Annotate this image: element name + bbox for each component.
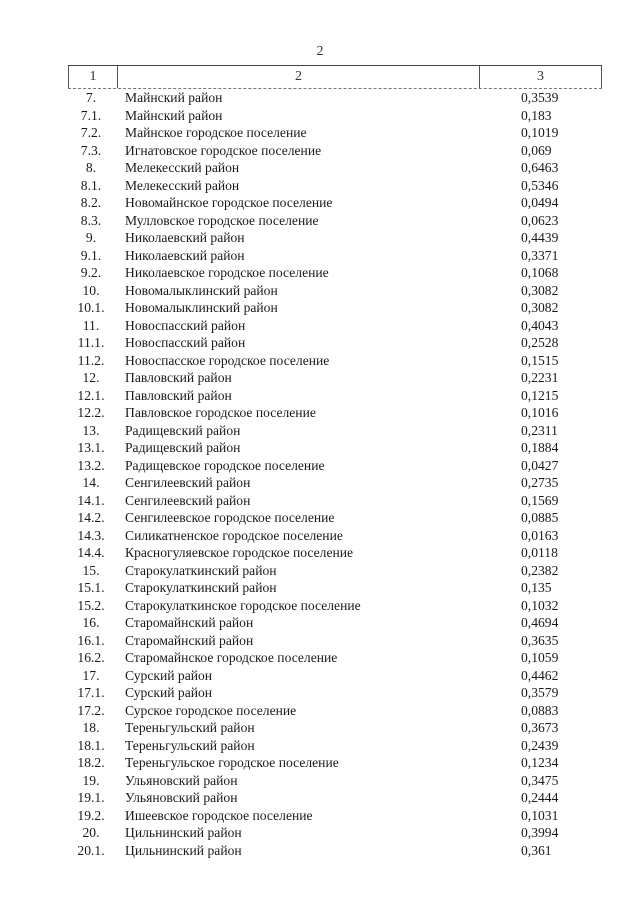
table-row	[0, 194, 640, 212]
row-value: 0,3673	[521, 720, 559, 735]
row-name: Сенгилеевский район	[125, 475, 251, 490]
row-number: 9.	[85, 230, 97, 245]
row-number: 13.	[82, 422, 100, 438]
table-row	[0, 142, 640, 160]
row-name: Николаевский район	[125, 230, 245, 245]
header-col-3: 3	[480, 66, 602, 88]
table-row	[0, 842, 640, 860]
row-number: 18.1.	[77, 737, 105, 753]
row-number: 14.3.	[77, 527, 105, 543]
row-name: Мелекесский район	[125, 177, 240, 193]
row-name: Николаевское городское поселение	[125, 265, 329, 280]
row-number: 14.	[82, 475, 100, 490]
table-row	[0, 247, 640, 265]
table-row	[0, 492, 640, 510]
row-value: 0,3994	[521, 825, 559, 840]
table-row	[0, 597, 640, 615]
row-value: 0,1068	[521, 265, 559, 280]
table-row	[0, 649, 640, 667]
row-name: Новомайнское городское поселение	[125, 195, 333, 210]
row-number: 10.1.	[77, 300, 105, 315]
row-value: 0,2528	[521, 335, 559, 350]
table-row	[0, 702, 640, 720]
row-number: 13.1.	[77, 440, 105, 455]
row-value: 0,1234	[521, 755, 559, 770]
row-number: 7.1.	[80, 107, 102, 123]
row-name: Цильнинский район	[125, 842, 242, 858]
table-row	[0, 317, 640, 335]
row-name: Ульяновский район	[125, 772, 238, 788]
row-value: 0,1031	[521, 807, 559, 823]
table-row	[0, 282, 640, 300]
row-value: 0,135	[521, 580, 552, 595]
table-row	[0, 719, 640, 737]
row-value: 0,183	[521, 107, 552, 123]
table-row	[0, 159, 640, 177]
row-value: 0,2735	[521, 475, 559, 490]
row-number: 14.2.	[77, 510, 105, 525]
table-row	[0, 124, 640, 142]
row-number: 12.1.	[77, 387, 105, 403]
row-number: 16.	[82, 615, 100, 630]
row-number: 17.	[82, 667, 100, 683]
table-row	[0, 807, 640, 825]
row-value: 0,0623	[521, 212, 559, 228]
row-value: 0,6463	[521, 160, 559, 175]
row-name: Новоспасский район	[125, 317, 246, 333]
row-value: 0,0427	[521, 457, 559, 473]
row-number: 15.1.	[77, 580, 105, 595]
header-col-1: 1	[68, 66, 118, 88]
row-number: 12.	[82, 370, 100, 385]
row-number: 18.2.	[77, 755, 105, 770]
row-number: 19.1.	[77, 790, 105, 805]
row-name: Цильнинский район	[125, 825, 242, 840]
row-name: Николаевский район	[125, 247, 245, 263]
row-number: 18.	[82, 720, 100, 735]
table-row	[0, 89, 640, 107]
row-number: 9.1.	[80, 247, 102, 263]
row-value: 0,1016	[521, 405, 559, 420]
row-name: Павловский район	[125, 387, 232, 403]
table-row	[0, 212, 640, 230]
table-row	[0, 474, 640, 492]
table-row	[0, 509, 640, 527]
row-name: Ульяновский район	[125, 790, 238, 805]
table-row	[0, 369, 640, 387]
row-name: Сурское городское поселение	[125, 702, 297, 718]
table-row	[0, 614, 640, 632]
row-number: 15.	[82, 562, 100, 578]
row-name: Радищевский район	[125, 422, 241, 438]
table-body	[0, 89, 640, 859]
row-number: 8.1.	[80, 177, 102, 193]
row-number: 8.3.	[80, 212, 102, 228]
table-row	[0, 387, 640, 405]
row-value: 0,2444	[521, 790, 559, 805]
row-name: Радищевское городское поселение	[125, 457, 325, 473]
row-number: 19.	[82, 772, 100, 788]
row-name: Старомайнский район	[125, 615, 254, 630]
row-number: 8.2.	[80, 195, 102, 210]
row-name: Старокулаткинский район	[125, 562, 277, 578]
row-name: Ишеевское городское поселение	[125, 807, 313, 823]
header-col-2: 2	[118, 66, 480, 88]
table-row	[0, 737, 640, 755]
row-number: 16.2.	[77, 650, 105, 665]
row-value: 0,3371	[521, 247, 559, 263]
row-name: Майнский район	[125, 107, 223, 123]
row-name: Сурский район	[125, 667, 213, 683]
row-value: 0,4043	[521, 317, 559, 333]
row-value: 0,1569	[521, 492, 559, 508]
row-value: 0,1032	[521, 597, 559, 613]
row-number: 11.2.	[77, 352, 105, 368]
row-name: Тереньгульское городское поселение	[125, 755, 339, 770]
row-value: 0,361	[521, 842, 552, 858]
row-name: Новомалыклинский район	[125, 282, 278, 298]
row-name: Мелекесский район	[125, 160, 240, 175]
row-name: Игнатовское городское поселение	[125, 142, 322, 158]
row-value: 0,1019	[521, 125, 559, 140]
table-row	[0, 562, 640, 580]
row-name: Новомалыклинский район	[125, 300, 278, 315]
table-row	[0, 579, 640, 597]
row-name: Павловский район	[125, 370, 232, 385]
table-row	[0, 684, 640, 702]
table-row	[0, 632, 640, 650]
row-number: 7.	[85, 90, 97, 105]
row-value: 0,4439	[521, 230, 559, 245]
row-value: 0,3635	[521, 632, 559, 648]
row-number: 8.	[85, 160, 97, 175]
table-row	[0, 352, 640, 370]
row-number: 20.	[82, 825, 100, 840]
row-name: Павловское городское поселение	[125, 405, 316, 420]
row-value: 0,0118	[521, 545, 558, 560]
row-value: 0,2311	[521, 422, 558, 438]
row-number: 19.2.	[77, 807, 105, 823]
row-name: Сенгилеевское городское поселение	[125, 510, 335, 525]
row-value: 0,0163	[521, 527, 559, 543]
page-number: 2	[316, 44, 324, 59]
row-number: 20.1.	[77, 842, 105, 858]
row-value: 0,2231	[521, 370, 559, 385]
row-name: Старомайнский район	[125, 632, 254, 648]
row-name: Силикатненское городское поселение	[125, 527, 343, 543]
row-value: 0,1515	[521, 352, 559, 368]
row-name: Тереньгульский район	[125, 737, 255, 753]
row-number: 16.1.	[77, 632, 105, 648]
table-row	[0, 107, 640, 125]
row-value: 0,0883	[521, 702, 559, 718]
table-row	[0, 404, 640, 422]
row-number: 11.1.	[77, 335, 105, 350]
table-row	[0, 229, 640, 247]
row-number: 9.2.	[80, 265, 102, 280]
row-value: 0,0885	[521, 510, 559, 525]
table-row	[0, 264, 640, 282]
table-row	[0, 457, 640, 475]
row-name: Сенгилеевский район	[125, 492, 251, 508]
table-row	[0, 789, 640, 807]
row-name: Сурский район	[125, 685, 213, 700]
row-name: Старокулаткинское городское поселение	[125, 597, 361, 613]
table-row	[0, 754, 640, 772]
row-name: Старомайнское городское поселение	[125, 650, 338, 665]
row-value: 0,1059	[521, 650, 559, 665]
row-number: 11.	[82, 317, 100, 333]
table-row	[0, 299, 640, 317]
row-value: 0,4694	[521, 615, 559, 630]
row-name: Радищевский район	[125, 440, 241, 455]
table-row	[0, 439, 640, 457]
table-header	[68, 65, 602, 89]
row-name: Новоспасский район	[125, 335, 246, 350]
row-name: Майнский район	[125, 90, 223, 105]
row-name: Красногуляевское городское поселение	[125, 545, 354, 560]
row-name: Мулловское городское поселение	[125, 212, 319, 228]
row-value: 0,4462	[521, 667, 559, 683]
table-row	[0, 772, 640, 790]
row-number: 12.2.	[77, 405, 105, 420]
row-name: Старокулаткинский район	[125, 580, 277, 595]
row-value: 0,3539	[521, 90, 559, 105]
table-row	[0, 177, 640, 195]
row-value: 0,3082	[521, 282, 559, 298]
row-value: 0,5346	[521, 177, 559, 193]
row-number: 13.2.	[77, 457, 105, 473]
row-value: 0,0494	[521, 195, 559, 210]
row-name: Новоспасское городское поселение	[125, 352, 330, 368]
row-name: Майнское городское поселение	[125, 125, 307, 140]
row-value: 0,3475	[521, 772, 559, 788]
table-row	[0, 544, 640, 562]
table-row	[0, 824, 640, 842]
row-number: 15.2.	[77, 597, 105, 613]
row-number: 7.2.	[80, 125, 102, 140]
row-value: 0,2382	[521, 562, 559, 578]
row-value: 0,069	[521, 142, 552, 158]
table-row	[0, 527, 640, 545]
row-value: 0,3579	[521, 685, 559, 700]
table-row	[0, 667, 640, 685]
table-row	[0, 422, 640, 440]
table-row	[0, 334, 640, 352]
row-number: 10.	[82, 282, 100, 298]
row-number: 14.1.	[77, 492, 105, 508]
row-value: 0,3082	[521, 300, 559, 315]
row-number: 7.3.	[80, 142, 102, 158]
row-name: Тереньгульский район	[125, 720, 255, 735]
row-number: 17.1.	[77, 685, 105, 700]
row-value: 0,1215	[521, 387, 559, 403]
row-number: 14.4.	[77, 545, 105, 560]
row-value: 0,2439	[521, 737, 559, 753]
row-number: 17.2.	[77, 702, 105, 718]
row-value: 0,1884	[521, 440, 559, 455]
